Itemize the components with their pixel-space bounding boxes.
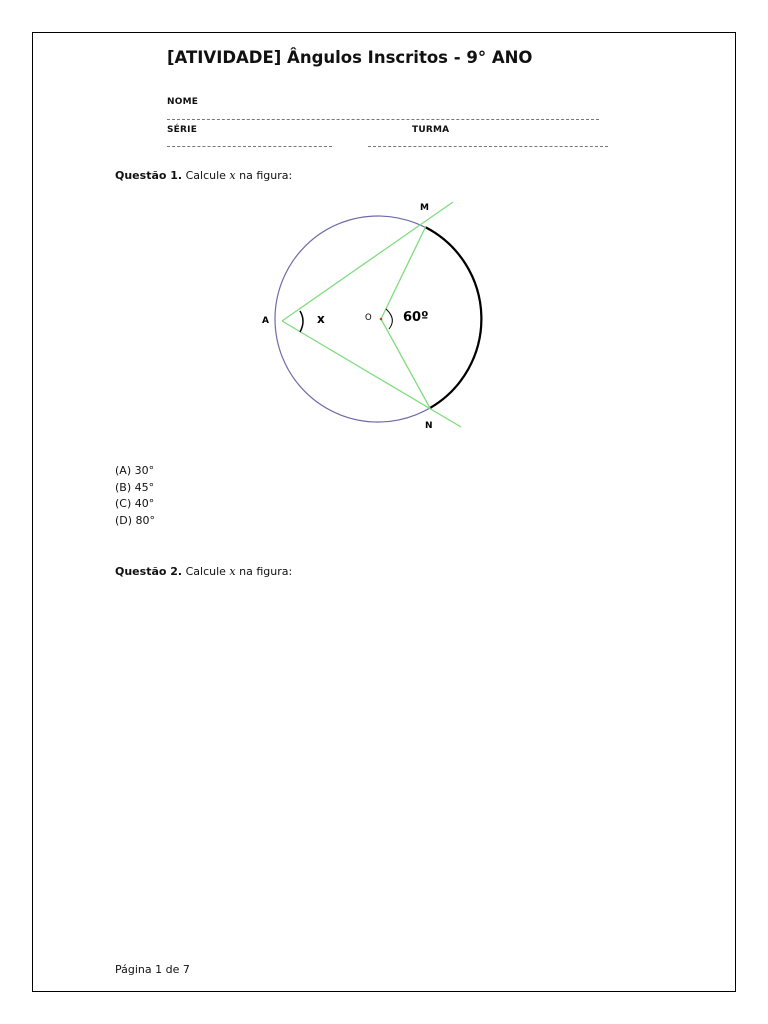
serie-dashed-line [167,146,332,147]
question-2-prefix: Calcule [185,565,226,578]
inscribed-angle-figure [253,196,503,431]
option-c[interactable]: (C) 40° [115,497,155,510]
label-a: A [262,316,269,326]
center-dot [380,318,383,321]
angle-x-arc [300,311,303,332]
question-1-prefix: Calcule [185,169,226,182]
page-number: Página 1 de 7 [115,963,190,976]
radius-om [381,226,426,319]
turma-dashed-line [368,146,608,147]
chord-am [282,202,453,321]
document-title: [ATIVIDADE] Ângulos Inscritos - 9° ANO [167,48,533,67]
nome-dashed-line [167,119,599,120]
option-b[interactable]: (B) 45° [115,480,155,494]
circle [275,216,481,422]
question-1-options [115,463,155,529]
question-2-prompt [115,565,292,578]
question-1-label: Questão 1. [115,169,183,182]
label-x: x [317,312,325,326]
question-1-prompt [115,169,292,182]
label-60: 60º [403,310,429,325]
nome-label: NOME [167,97,199,107]
document-page [32,32,736,992]
arc-mn [425,227,481,408]
question-1-variable: x [229,169,236,182]
question-2-variable: x [229,565,236,578]
question-2-suffix: na figura: [239,565,293,578]
label-o: O [365,313,372,323]
option-d[interactable]: (D) 80° [115,513,156,527]
turma-label: TURMA [412,125,450,135]
label-n: N [425,421,433,431]
label-m: M [420,203,429,213]
question-2-label: Questão 2. [115,565,183,578]
chord-an [282,321,461,427]
serie-label: SÉRIE [167,125,198,135]
option-a[interactable]: (A) 30° [115,464,155,477]
question-1-suffix: na figura: [239,169,293,182]
angle-center-arc [386,309,392,329]
